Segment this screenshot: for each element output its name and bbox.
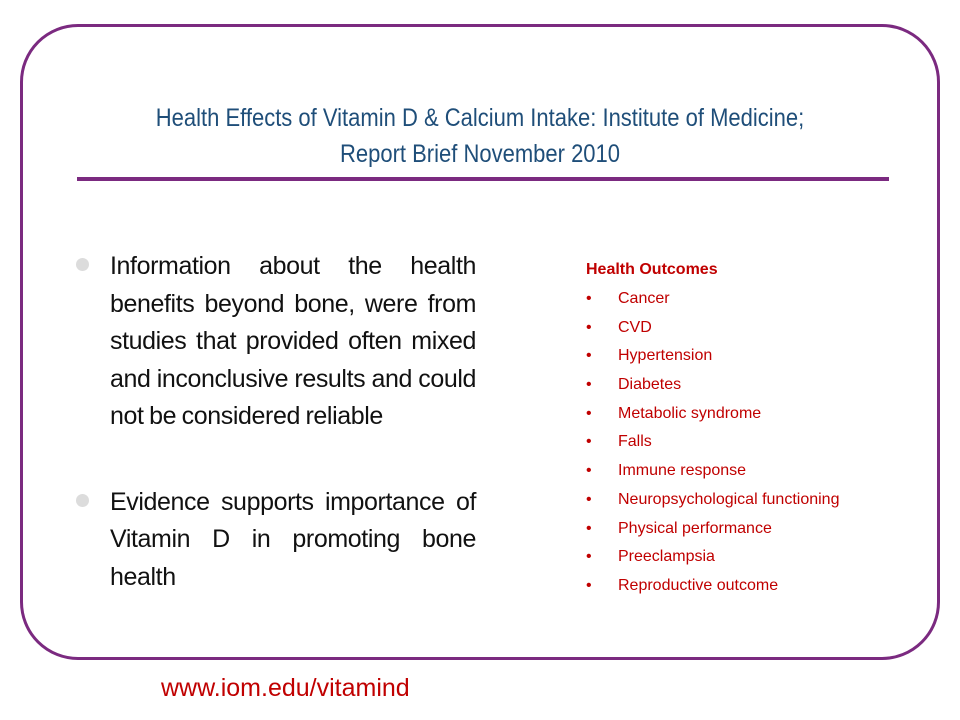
title-divider xyxy=(77,177,889,181)
slide-title xyxy=(110,100,849,172)
bullet-icon: • xyxy=(586,376,592,394)
outcome-label: Physical performance xyxy=(618,519,772,537)
list-item xyxy=(586,545,906,574)
bullet-text: Information about the health benefits beyond bone, were from studies that provided often mixed and inconclusive results and could not be considered reliable xyxy=(110,252,476,430)
list-item xyxy=(586,488,906,517)
outcome-label: Preeclampsia xyxy=(618,548,715,566)
title-line-2: Report Brief November 2010 xyxy=(339,140,621,168)
bullet-icon: • xyxy=(586,519,592,537)
list-item xyxy=(586,373,906,402)
list-item xyxy=(586,402,906,431)
bullet-icon: • xyxy=(586,490,592,508)
outcome-label: Hypertension xyxy=(618,347,713,365)
outcome-label: Neuropsychological functioning xyxy=(618,490,840,508)
list-item xyxy=(586,517,906,546)
outcome-label: Reproductive outcome xyxy=(618,576,779,594)
outcome-label: Metabolic syndrome xyxy=(618,404,762,422)
list-item xyxy=(586,459,906,488)
outcome-label: Falls xyxy=(618,433,652,451)
outcome-label: Diabetes xyxy=(618,376,682,394)
list-item xyxy=(586,430,906,459)
bullet-icon: • xyxy=(586,404,592,422)
bullet-icon: • xyxy=(586,290,592,307)
list-item xyxy=(586,316,906,345)
health-outcomes-title: Health Outcomes xyxy=(586,261,718,278)
bullet-icon: • xyxy=(586,433,592,451)
outcome-label: Cancer xyxy=(618,290,670,307)
bullet-item xyxy=(76,248,476,436)
bullet-icon: • xyxy=(586,548,592,566)
list-item xyxy=(586,574,906,603)
bullet-dot-icon xyxy=(76,494,89,507)
list-item xyxy=(586,344,906,373)
main-bullet-list xyxy=(76,248,476,644)
bullet-item xyxy=(76,484,476,597)
bullet-icon: • xyxy=(586,576,592,594)
bullet-icon: • xyxy=(586,462,592,480)
bullet-dot-icon xyxy=(76,258,89,271)
source-url-link[interactable]: www.iom.edu/vitamind xyxy=(161,674,410,702)
outcome-label: Immune response xyxy=(618,462,747,480)
health-outcomes-panel xyxy=(586,259,906,603)
health-outcomes-list xyxy=(586,287,906,603)
bullet-text: Evidence supports importance of Vitamin D in promoting bone health xyxy=(110,487,476,591)
list-item xyxy=(586,287,906,316)
title-line-1: Health Effects of Vitamin D & Calcium Intake: Institute of Medicine; xyxy=(155,104,805,132)
bullet-icon: • xyxy=(586,318,592,336)
bullet-icon: • xyxy=(586,347,592,365)
outcome-label: CVD xyxy=(618,318,652,336)
